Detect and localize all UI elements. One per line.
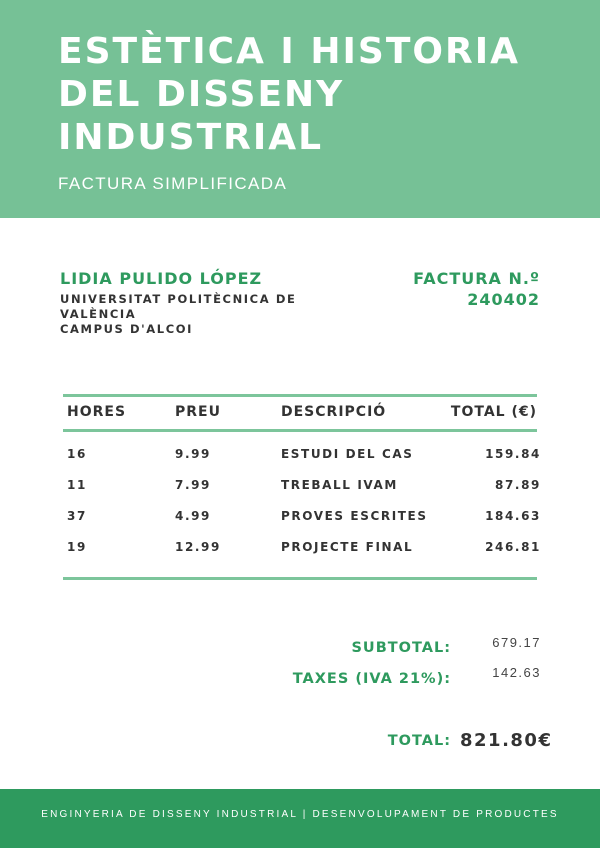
subtotal-label: SUBTOTAL:: [351, 640, 451, 656]
cell-price: 7.99: [175, 478, 212, 492]
client-address-line: CAMPUS D'ALCOI: [60, 322, 194, 336]
taxes-value: 142.63: [492, 665, 541, 680]
document-title: ESTÈTICA I HISTORIA DEL DISSENY INDUSTRIAL: [58, 31, 520, 158]
column-header-total: TOTAL (€): [450, 404, 537, 420]
cell-description: ESTUDI DEL CAS: [281, 447, 414, 461]
client-address-line: UNIVERSITAT POLITÈCNICA DE: [60, 292, 297, 306]
cell-price: 4.99: [175, 509, 212, 523]
footer-banner: [0, 789, 600, 848]
footer-text: ENGINYERIA DE DISSENY INDUSTRIAL | DESENVOLUPAMENT DE PRODUCTES: [41, 809, 559, 820]
cell-total: 184.63: [485, 509, 541, 523]
cell-hours: 11: [67, 478, 87, 492]
table-bottom-rule: [63, 577, 537, 580]
total-label: TOTAL:: [387, 733, 451, 749]
client-address-line: VALÈNCIA: [60, 307, 137, 321]
cell-hours: 19: [67, 540, 87, 554]
table-top-rule: [63, 394, 537, 397]
column-header-description: DESCRIPCIÓ: [281, 404, 387, 420]
invoice-number-label: FACTURA N.º: [413, 269, 540, 288]
column-header-hours: HORES: [67, 404, 127, 420]
cell-description: TREBALL IVAM: [281, 478, 398, 492]
document-subtitle: FACTURA SIMPLIFICADA: [58, 174, 288, 193]
subtotal-value: 679.17: [492, 635, 541, 650]
invoice-number: 240402: [467, 290, 540, 309]
cell-price: 9.99: [175, 447, 212, 461]
cell-description: PROVES ESCRITES: [281, 509, 428, 523]
column-header-price: PREU: [175, 404, 221, 420]
cell-total: 87.89: [495, 478, 541, 492]
cell-total: 159.84: [485, 447, 541, 461]
client-name: LIDIA PULIDO LÓPEZ: [60, 269, 263, 288]
cell-price: 12.99: [175, 540, 221, 554]
cell-hours: 16: [67, 447, 87, 461]
cell-description: PROJECTE FINAL: [281, 540, 414, 554]
taxes-label: TAXES (IVA 21%):: [292, 671, 451, 687]
header-banner: [0, 0, 600, 218]
table-header-rule: [63, 429, 537, 432]
total-value: 821.80€: [460, 730, 553, 751]
cell-total: 246.81: [485, 540, 541, 554]
cell-hours: 37: [67, 509, 87, 523]
